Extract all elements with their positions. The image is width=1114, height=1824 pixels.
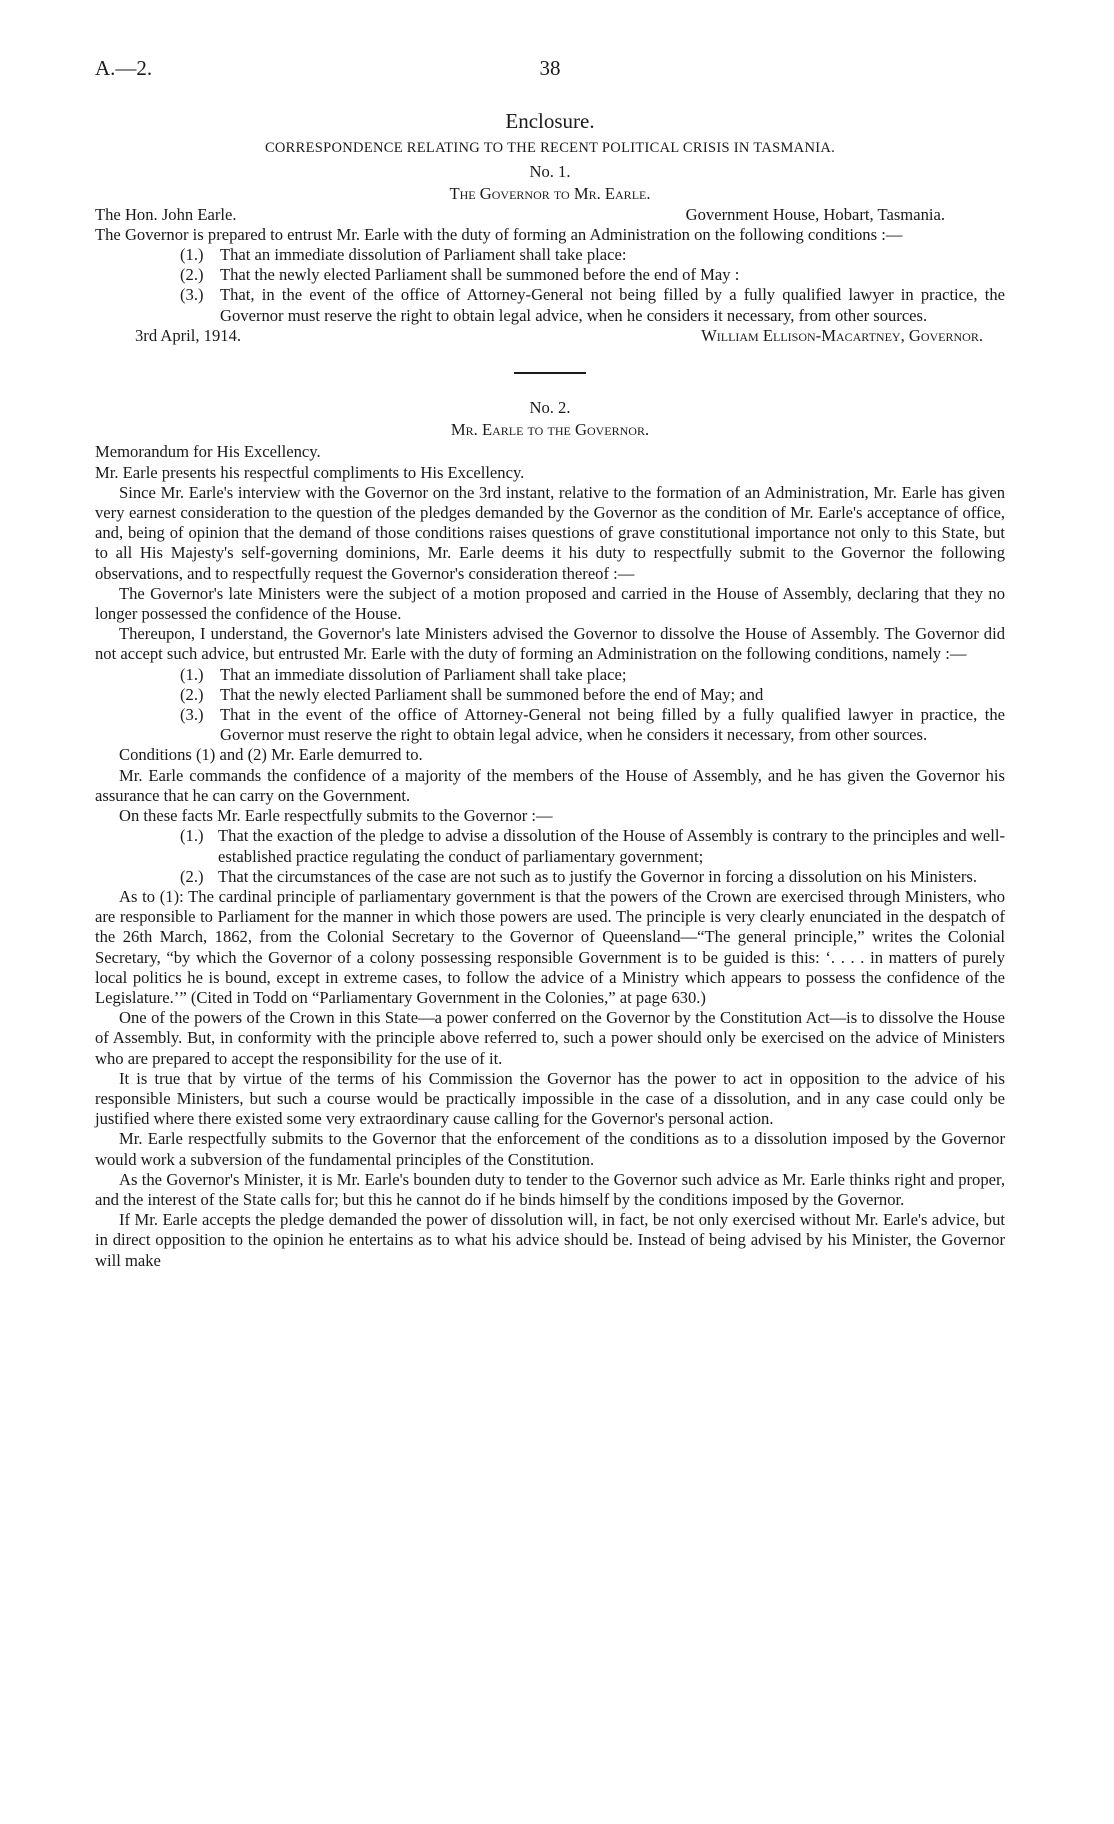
- letter-1-address: Government House, Hobart, Tasmania.: [685, 204, 945, 224]
- condition-number: (3.): [180, 705, 204, 725]
- document-reference: A.—2.: [95, 56, 153, 80]
- letter-2-paragraph: One of the powers of the Crown in this State—a power conferred on the Governor by the Constitution Act—is to dissolve the House of Assembly. But, in conformity with the principle above referred to, such a power should only be exercised on the advice of Ministers who are prepared to accept the responsibility for the use of it.: [95, 1008, 1005, 1068]
- letter-2-paragraph: Since Mr. Earle's interview with the Governor on the 3rd instant, relative to the formation of an Administration, Mr. Earle has given very earnest consideration to the question of the pledges demanded by the Governor as the condition of Mr. Earle's acceptance of office, and, being of opinion that the demand of those conditions raises questions of grave constitutional importance not only to this State, but to all His Majesty's self-governing dominions, Mr. Earle deems it his duty to respectfully submit to the Governor the following observations, and to respectfully request the Governor's consideration thereof :—: [95, 482, 1005, 583]
- letter-2-paragraph: The Governor's late Ministers were the subject of a motion proposed and carried in the House of Assembly, declaring that they no longer possessed the confidence of the House.: [95, 583, 1005, 624]
- letter-2-paragraph: If Mr. Earle accepts the pledge demanded the power of dissolution will, in fact, be not only exercised without Mr. Earle's advice, but in direct opposition to the opinion he entertains as to what his advice should be. Instead of being advised by his Minister, the Governor will make: [95, 1210, 1005, 1270]
- letter-2-paragraph: As to (1): The cardinal principle of parliamentary government is that the powers of the Crown are exercised through Ministers, who are responsible to Parliament for the manner in which those powers are used. The principle is very clearly enunciated in the despatch of the 26th March, 1862, from the Colonial Secretary to the Governor of Queensland—“The general principle,” writes the Colonial Secretary, “by which the Governor of a colony possessing responsible Government is to be guided is this: ‘. . . . in matters of purely local politics he is bound, except in extreme cases, to follow the advice of a Ministry which appears to possess the confidence of the Legislature.’” (Cited in Todd on “Parliamentary Government in the Colonies,” at page 630.): [95, 886, 1005, 1007]
- letter-2-number: No. 2.: [529, 398, 571, 418]
- letter-2-condition: [180, 705, 1005, 745]
- correspondence-subtitle: CORRESPONDENCE RELATING TO THE RECENT POLITICAL CRISIS IN TASMANIA.: [264, 140, 836, 156]
- condition-number: (2.): [180, 684, 204, 704]
- letter-1-signature: William Ellison-Macartney, Governor.: [701, 325, 983, 345]
- letter-1-number: No. 1.: [529, 162, 571, 182]
- letter-1-signoff: [95, 326, 1005, 346]
- letter-2-submission: [180, 826, 1005, 866]
- condition-text: That in the event of the office of Attorney-General not being filled by a fully qualified lawyer in practice, the Governor must reserve the right to obtain legal advice, when he considers it necessary, from other sources.: [220, 705, 1005, 745]
- condition-text: That the newly elected Parliament shall be summoned before the end of May :: [220, 265, 740, 285]
- letter-2-paragraph: On these facts Mr. Earle respectfully submits to the Governor :—: [119, 806, 553, 826]
- letter-1-date: 3rd April, 1914.: [135, 325, 242, 345]
- letter-2-paragraph: Mr. Earle commands the confidence of a majority of the members of the House of Assembly, and he has given the Governor his assurance that he can carry on the Government.: [95, 765, 1005, 805]
- submission-number: (1.): [180, 826, 204, 846]
- letter-2-paragraph: As the Governor's Minister, it is Mr. Earle's bounden duty to tender to the Governor such advice as Mr. Earle thinks right and proper, and the interest of the State calls for; but this he cannot do if he binds himself by the conditions imposed by the Governor.: [95, 1169, 1005, 1209]
- letter-2-paragraph: Thereupon, I understand, the Governor's late Ministers advised the Governor to dissolve the House of Assembly. The Governor did not accept such advice, but entrusted Mr. Earle with the duty of forming an Administration on the following conditions, namely :—: [95, 624, 1005, 664]
- letter-1-condition: [180, 265, 1005, 285]
- condition-text: That, in the event of the office of Attorney-General not being filled by a fully qualified lawyer in practice, the Governor must reserve the right to obtain legal advice, when he considers it necessary, from other sources.: [220, 285, 1005, 325]
- letter-1-address-line: [95, 205, 1005, 225]
- letter-1-addressee: The Hon. John Earle.: [95, 204, 237, 224]
- condition-number: (1.): [180, 664, 204, 684]
- letter-2-paragraph: Mr. Earle respectfully submits to the Governor that the enforcement of the conditions as to a dissolution imposed by the Governor would work a subversion of the fundamental principles of the Constitution.: [95, 1129, 1005, 1169]
- condition-text: That the newly elected Parliament shall be summoned before the end of May; and: [220, 684, 764, 704]
- letter-1-body: The Governor is prepared to entrust Mr. Earle with the duty of forming an Administration on the following conditions :—: [95, 224, 903, 244]
- submission-text: That the circumstances of the case are not such as to justify the Governor in forcing a dissolution on his Ministers.: [218, 866, 977, 886]
- submission-number: (2.): [180, 866, 204, 886]
- condition-number: (2.): [180, 265, 204, 285]
- submission-text: That the exaction of the pledge to advise a dissolution of the House of Assembly is contrary to the principles and well-established practice regulating the conduct of parliamentary government;: [218, 826, 1005, 866]
- enclosure-title: Enclosure.: [505, 109, 595, 133]
- page-header: [95, 58, 1005, 88]
- letter-2-paragraph: Conditions (1) and (2) Mr. Earle demurred to.: [119, 745, 423, 765]
- condition-number: (3.): [180, 285, 204, 305]
- document-page: [95, 58, 1005, 1271]
- condition-text: That an immediate dissolution of Parliament shall take place:: [220, 245, 627, 265]
- section-divider: [514, 372, 586, 374]
- condition-number: (1.): [180, 245, 204, 265]
- letter-2-condition: [180, 685, 1005, 705]
- letter-1-heading: The Governor to Mr. Earle.: [449, 184, 651, 204]
- letter-2-paragraph: It is true that by virtue of the terms of his Commission the Governor has the power to act in opposition to the advice of his responsible Ministers, but such a course would be practically impossible in the case of a dissolution, and in any case could only be justified where there existed some very extraordinary cause calling for the Governor's personal action.: [95, 1068, 1005, 1129]
- page-number: 38: [539, 56, 561, 80]
- letter-2-paragraph: Mr. Earle presents his respectful compliments to His Excellency.: [95, 462, 525, 482]
- condition-text: That an immediate dissolution of Parliament shall take place;: [220, 664, 627, 684]
- letter-2-condition: [180, 665, 1005, 685]
- letter-2-memo-line: Memorandum for His Excellency.: [95, 442, 321, 462]
- letter-2-heading: Mr. Earle to the Governor.: [450, 420, 650, 440]
- letter-1-condition: [180, 285, 1005, 325]
- letter-1-condition: [180, 245, 1005, 265]
- letter-2-submission: [180, 867, 1005, 887]
